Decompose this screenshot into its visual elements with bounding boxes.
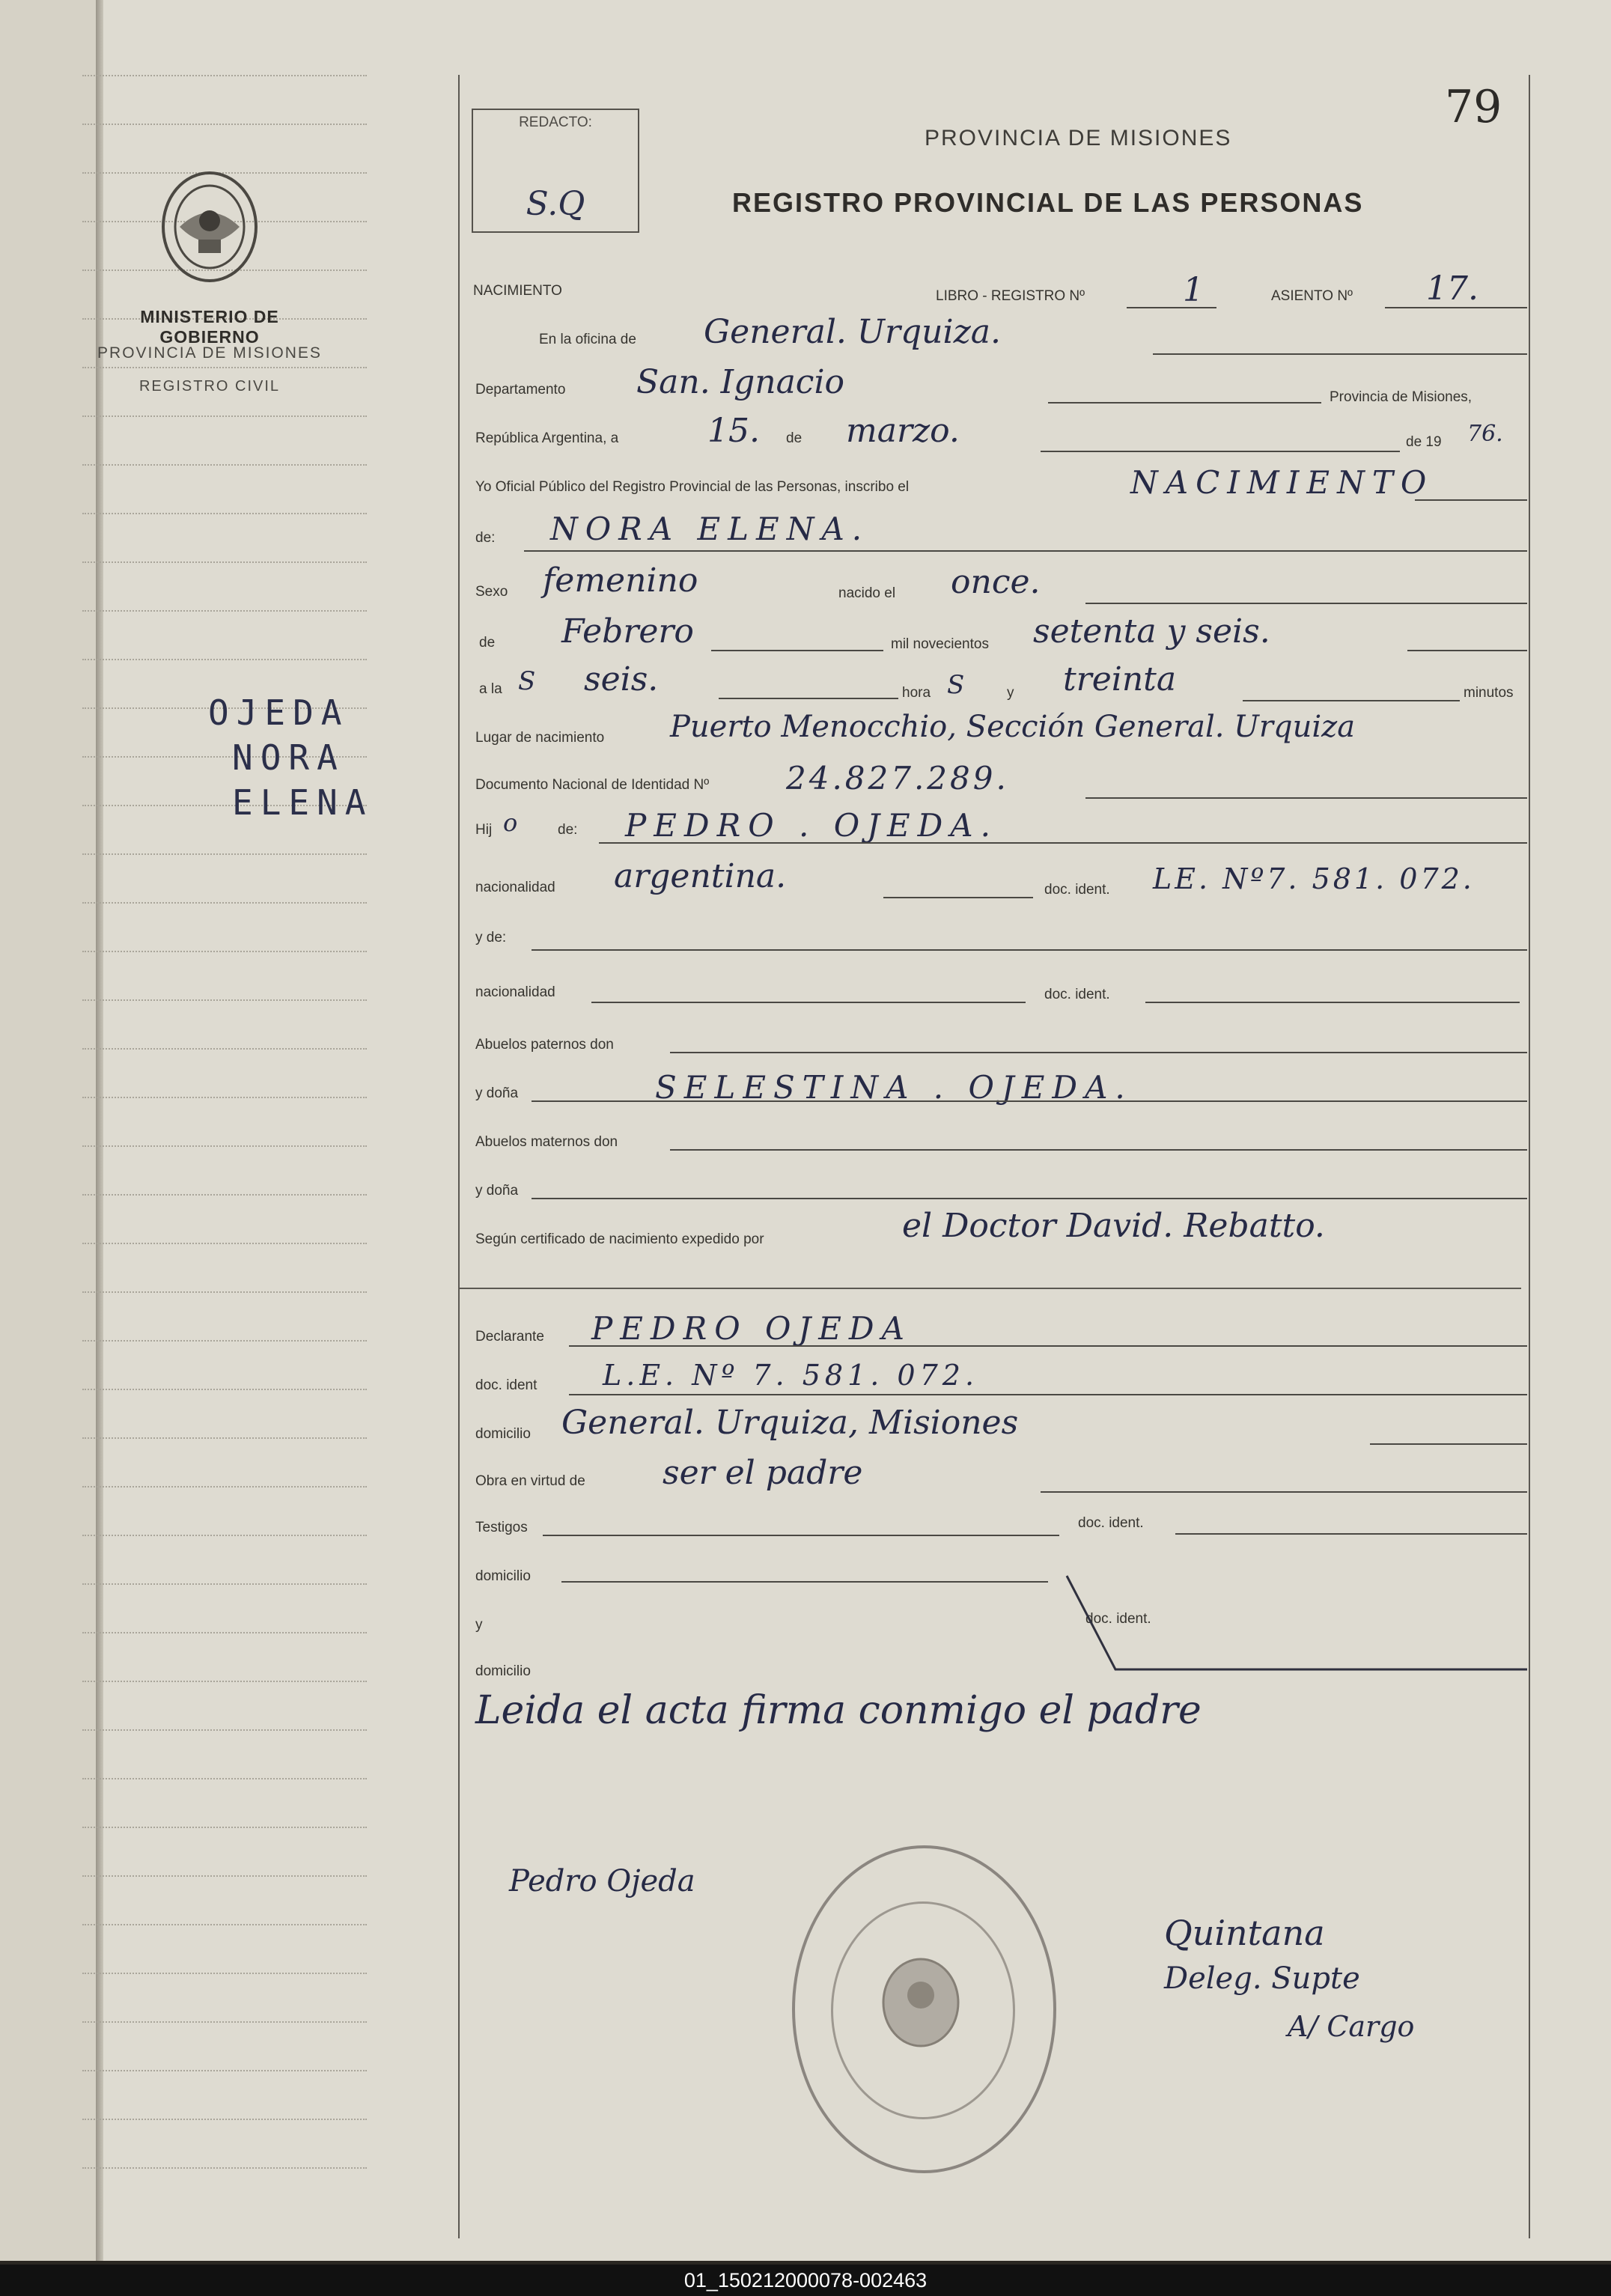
de-label: de <box>786 430 803 446</box>
folio-number: 79 <box>1445 81 1502 133</box>
image-caption: 01_150212000078-002463 <box>0 2265 1611 2296</box>
y-testigo-label: y <box>475 1617 483 1633</box>
domicilio-label: domicilio <box>475 1426 531 1442</box>
abuelos-maternos-label: Abuelos maternos don <box>475 1134 618 1150</box>
domicilio-value: General. Urquiza, Misiones <box>561 1404 1019 1442</box>
margin-dotted-line <box>82 1097 367 1098</box>
minutos-value: treinta <box>1063 660 1177 698</box>
nacido-el-label: nacido el <box>838 585 896 601</box>
margin-dotted-line <box>82 2119 367 2120</box>
margin-dotted-line <box>82 513 367 514</box>
mil-novecientos-label: mil novecientos <box>891 636 989 652</box>
margin-dotted-line <box>82 2167 367 2169</box>
certificado-value: el Doctor David. Rebatto. <box>902 1207 1325 1245</box>
mes-value: marzo. <box>846 412 960 450</box>
departamento-value: San. Ignacio <box>636 363 845 401</box>
margin-rule <box>458 75 460 2238</box>
redacto-label: REDACTO: <box>519 115 592 130</box>
dni-value: 24.827.289. <box>786 760 1009 797</box>
abuelos-paternos-label: Abuelos paternos don <box>475 1037 614 1053</box>
margin-dotted-line <box>82 124 367 125</box>
redacto-box <box>472 109 639 233</box>
ministry-province: PROVINCIA DE MISIONES <box>97 344 322 362</box>
cancel-stroke <box>1063 1572 1535 1677</box>
yo-oficial-label: Yo Oficial Público del Registro Provincial de las Personas, inscribo el <box>475 479 910 495</box>
registry-heading: REGISTRO PROVINCIAL DE LAS PERSONAS <box>732 187 1364 218</box>
nacionalidad-padre-value: argentina. <box>614 857 787 895</box>
hij-label: Hij <box>475 822 493 838</box>
margin-dotted-line <box>82 659 367 660</box>
padre-value: PEDRO . OJEDA. <box>625 807 998 844</box>
margin-column <box>82 75 367 2223</box>
doc-ident-testigo2-label: doc. ident. <box>1085 1611 1151 1627</box>
hora-text-value: seis. <box>584 660 659 698</box>
right-rule <box>1529 75 1530 2238</box>
margin-dotted-line <box>82 1340 367 1342</box>
nombre-value: NORA ELENA. <box>550 511 870 547</box>
section-label-nacimiento: NACIMIENTO <box>473 283 562 299</box>
obra-label: Obra en virtud de <box>475 1473 585 1489</box>
margin-dotted-line <box>82 1924 367 1925</box>
margin-dotted-line <box>82 1681 367 1682</box>
dni-label: Documento Nacional de Identidad Nº <box>475 777 710 793</box>
margin-dotted-line <box>82 1827 367 1828</box>
mes-nacimiento-value: Febrero <box>561 612 694 651</box>
doc-padre-value: LE. Nº7. 581. 072. <box>1153 862 1475 895</box>
margin-dotted-line <box>82 1389 367 1390</box>
doc-ident-declarante-label: doc. ident <box>475 1377 537 1393</box>
lugar-value: Puerto Menocchio, Sección General. Urquiza <box>670 710 1356 744</box>
margin-dotted-line <box>82 902 367 904</box>
asiento-label: ASIENTO Nº <box>1271 288 1353 304</box>
hora-value: S <box>947 670 965 700</box>
oficina-label: En la oficina de <box>539 332 636 347</box>
doc-ident-label: doc. ident. <box>1044 882 1110 898</box>
a-la-value: S <box>518 666 536 696</box>
abuela-paterna-value: SELESTINA . OJEDA. <box>655 1069 1133 1106</box>
padre-label: de: <box>558 822 578 838</box>
margin-dotted-line <box>82 1194 367 1196</box>
margin-dotted-line <box>82 415 367 417</box>
ministry-registry: REGISTRO CIVIL <box>138 378 281 395</box>
margin-dotted-line <box>82 1486 367 1487</box>
margin-surname: OJEDA <box>208 692 350 733</box>
dia-value: 15. <box>707 412 760 450</box>
domicilio-testigo-label: domicilio <box>475 1568 531 1584</box>
margin-dotted-line <box>82 464 367 466</box>
margin-first-name: NORA <box>232 737 345 778</box>
segun-certificado-label: Según certificado de nacimiento expedido por <box>475 1231 764 1247</box>
minutos-label: minutos <box>1464 685 1514 701</box>
doc-ident-testigo-label: doc. ident. <box>1078 1515 1144 1531</box>
oficial-signature: Quintana <box>1164 1913 1325 1953</box>
republica-label: República Argentina, a <box>475 430 619 446</box>
oficina-value: General. Urquiza. <box>704 313 1001 351</box>
margin-dotted-line <box>82 1632 367 1633</box>
y-de-label: y de: <box>475 930 507 945</box>
y-dona-materna-label: y doña <box>475 1183 519 1199</box>
anio-label: de 19 <box>1406 434 1442 450</box>
obra-value: ser el padre <box>663 1454 863 1492</box>
libro-label: LIBRO - REGISTRO Nº <box>936 288 1085 304</box>
y-dona-paterna-label: y doña <box>475 1085 519 1101</box>
acto-value: NACIMIENTO <box>1130 464 1434 501</box>
margin-dotted-line <box>82 853 367 855</box>
margin-dotted-line <box>82 1778 367 1779</box>
sexo-label: Sexo <box>475 584 508 600</box>
section-divider <box>458 1288 1521 1289</box>
margin-dotted-line <box>82 75 367 76</box>
nombre-label: de: <box>475 530 496 546</box>
de-mes-label: de <box>479 635 496 651</box>
margin-dotted-line <box>82 1535 367 1536</box>
anio-nacimiento-value: setenta y seis. <box>1033 612 1270 651</box>
margin-dotted-line <box>82 367 367 368</box>
leida-acta-text: Leida el acta firma conmigo el padre <box>475 1688 1202 1733</box>
sexo-value: femenino <box>543 561 698 600</box>
margin-second-name: ELENA <box>232 782 374 823</box>
nacionalidad-label: nacionalidad <box>475 880 555 895</box>
seal-crest-icon <box>876 1954 966 2051</box>
province-heading: PROVINCIA DE MISIONES <box>925 126 1232 150</box>
departamento-label: Departamento <box>475 382 566 398</box>
hora-label: hora <box>902 685 931 701</box>
margin-dotted-line <box>82 1048 367 1050</box>
y-label: y <box>1007 685 1014 701</box>
hij-suffix-value: o <box>503 809 518 837</box>
redacto-initials: S.Q <box>526 185 585 223</box>
margin-dotted-line <box>82 1145 367 1147</box>
anio-value: 76. <box>1467 421 1503 447</box>
domicilio-testigo2-label: domicilio <box>475 1663 531 1679</box>
doc-ident-madre-label: doc. ident. <box>1044 987 1110 1002</box>
margin-dotted-line <box>82 1973 367 1974</box>
asiento-value: 17. <box>1426 270 1478 308</box>
margin-dotted-line <box>82 1243 367 1244</box>
oficial-cargo: A/ Cargo <box>1288 2010 1415 2043</box>
margin-dotted-line <box>82 1729 367 1731</box>
nacido-el-value: once. <box>951 563 1041 601</box>
declarante-value: PEDRO OJEDA <box>591 1310 912 1347</box>
lugar-label: Lugar de nacimiento <box>475 730 605 746</box>
provincia-label: Provincia de Misiones, <box>1330 389 1473 405</box>
oficial-title: Deleg. Supte <box>1164 1961 1360 1996</box>
ministry-name: MINISTERIO DE GOBIERNO <box>140 307 279 347</box>
declarante-label: Declarante <box>475 1329 544 1345</box>
testigos-label: Testigos <box>475 1520 528 1535</box>
margin-dotted-line <box>82 999 367 1001</box>
margin-dotted-line <box>82 2021 367 2023</box>
margin-dotted-line <box>82 1437 367 1439</box>
nacionalidad-madre-label: nacionalidad <box>475 984 555 1000</box>
province-crest-icon <box>157 168 262 284</box>
margin-dotted-line <box>82 951 367 952</box>
doc-declarante-value: L.E. Nº 7. 581. 072. <box>603 1359 979 1392</box>
margin-dotted-line <box>82 1875 367 1877</box>
margin-dotted-line <box>82 1583 367 1585</box>
declarante-signature: Pedro Ojeda <box>509 1864 695 1898</box>
margin-dotted-line <box>82 561 367 563</box>
a-la-label: a la <box>479 681 502 697</box>
margin-dotted-line <box>82 610 367 612</box>
margin-dotted-line <box>82 2070 367 2071</box>
margin-dotted-line <box>82 1291 367 1293</box>
libro-value: 1 <box>1183 271 1204 309</box>
